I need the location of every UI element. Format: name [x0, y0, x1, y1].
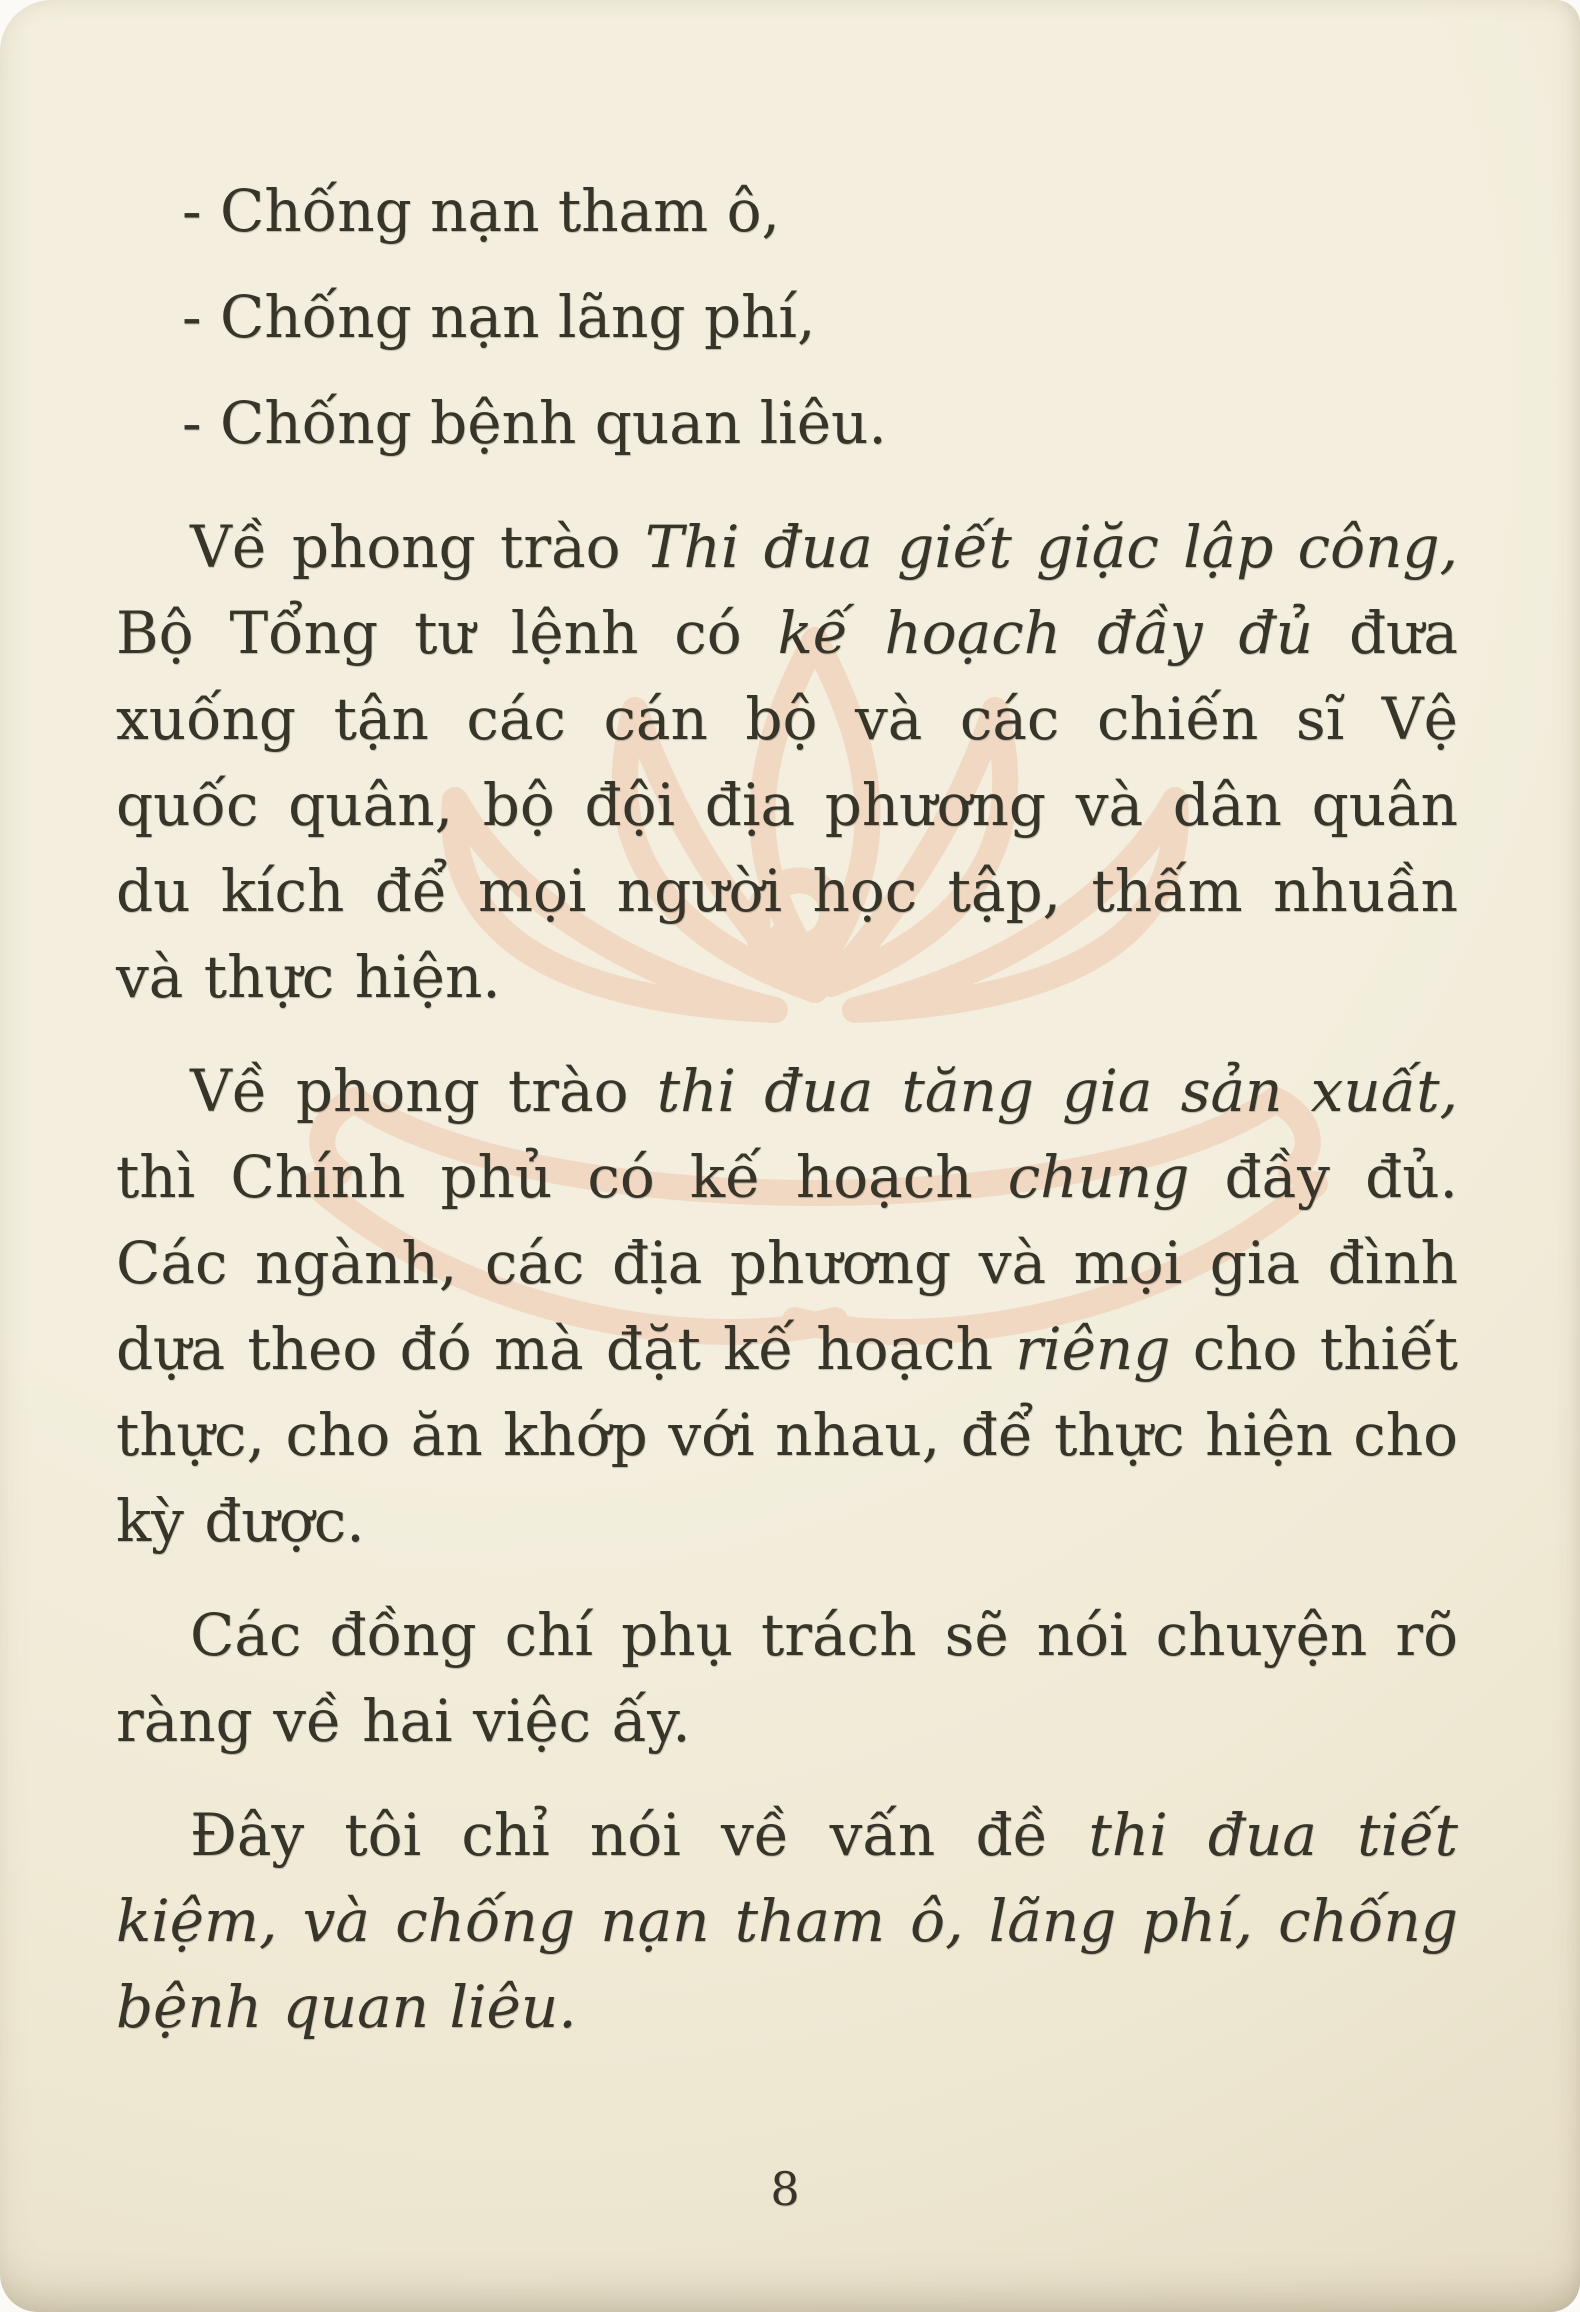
italic-text-run: chung [1007, 1143, 1190, 1211]
italic-text-run: Thi đua giết giặc lập công, [644, 513, 1458, 581]
text-run: cho thiết thực, cho ăn khớp với nhau, để thực hiện cho kỳ được. [116, 1315, 1458, 1555]
anti-corruption-list [116, 158, 1458, 476]
text-run: đưa xuống tận các cán bộ và các chiến sĩ Vệ quốc quân, bộ đội địa phương và dân quân du kích để mọi người học tập, thấm nhuần và thực hiện. [116, 599, 1459, 1011]
page-number: 8 [770, 2162, 800, 2216]
list-item: - Chống bệnh quan liêu. [182, 389, 887, 457]
text-run: thì Chính phủ có kế hoạch [116, 1143, 1008, 1211]
paragraph [116, 504, 1458, 1020]
italic-text-run: riêng [1015, 1315, 1171, 1383]
paragraph [116, 1792, 1458, 2050]
list-item: - Chống nạn lãng phí, [182, 283, 816, 351]
italic-text-run: thi đua tăng gia sản xuất, [656, 1057, 1458, 1125]
text-run: đầy đủ. Các ngành, các địa phương và mọi gia đình dựa theo đó mà đặt kế hoạch [116, 1143, 1458, 1383]
text-run: Bộ Tổng tư lệnh có [116, 599, 778, 667]
italic-text-run: thi đua tiết kiệm, và chống nạn tham ô, lãng phí, chống bệnh quan liêu. [116, 1801, 1458, 2041]
list-item: - Chống nạn tham ô, [182, 177, 780, 245]
text-run: Về phong trào [190, 1057, 657, 1125]
paragraphs [116, 504, 1458, 2050]
text-run: Các đồng chí phụ trách sẽ nói chuyện rõ ràng về hai việc ấy. [116, 1601, 1458, 1755]
page-text [116, 0, 1458, 2050]
text-run: Đây tôi chỉ nói về vấn đề [190, 1801, 1089, 1869]
paragraph [116, 1048, 1458, 1564]
italic-text-run: kế hoạch đầy đủ [777, 599, 1313, 667]
text-run: Về phong trào [190, 513, 645, 581]
paragraph [116, 1592, 1458, 1764]
